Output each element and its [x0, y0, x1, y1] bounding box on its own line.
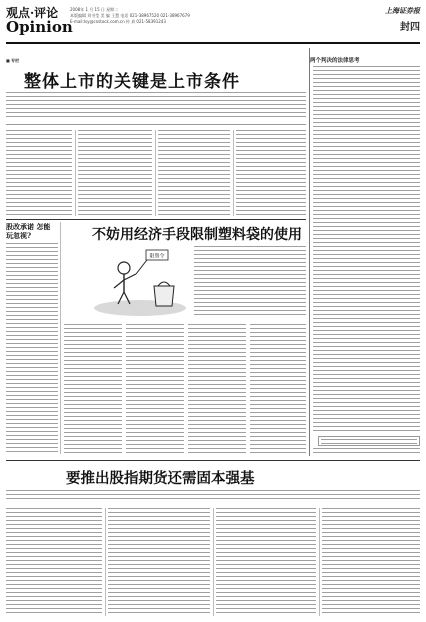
bottom-deck — [6, 490, 420, 502]
section-title: 观点·评论 — [6, 6, 59, 20]
column-rule — [213, 508, 214, 616]
contact-line: E-mail:lsy@cnstock.com.cn 传 真 021-58391243 — [70, 19, 166, 24]
section-divider — [6, 460, 420, 461]
column-rule — [105, 508, 106, 616]
masthead-rule — [6, 42, 420, 44]
lead-divider — [6, 124, 306, 125]
info-box — [318, 436, 420, 446]
lead-column-4 — [236, 130, 306, 216]
bottom-headline: 要推出股指期货还需固本强基 — [66, 470, 255, 487]
bottom-column-4 — [322, 508, 420, 616]
column-rule — [60, 222, 61, 454]
cartoon-illustration — [90, 246, 190, 318]
column-rule — [155, 130, 156, 216]
right-column-headline: 两个判决的法律思考 — [310, 58, 360, 64]
side-column-text — [6, 243, 58, 453]
page-number: 封四 — [400, 22, 420, 33]
lead-column-3 — [158, 130, 230, 216]
feature-column-1 — [64, 324, 122, 454]
right-footer-text — [313, 448, 420, 454]
feature-column-3 — [188, 324, 246, 454]
feature-column-top — [194, 246, 306, 318]
lead-deck — [6, 92, 306, 120]
lead-label: ■ 专栏 — [6, 58, 20, 63]
section-title-en: Opinion — [6, 18, 73, 36]
section-divider — [6, 219, 306, 220]
issue-date: 2008年 1 月 15 日 星期二 — [70, 7, 119, 12]
right-column-rule — [309, 48, 310, 456]
lead-column-1 — [6, 130, 72, 216]
feature-column-4 — [250, 324, 306, 454]
masthead — [6, 4, 420, 42]
masthead-meta — [70, 7, 280, 25]
bottom-column-3 — [216, 508, 316, 616]
side-headline: 股改承诺 怎能玩忽视? — [6, 222, 51, 240]
cartoon-sign-text: 限塑令 — [149, 253, 165, 260]
paper-name: 上海证券报 — [385, 6, 420, 15]
bottom-column-1 — [6, 508, 102, 616]
lead-headline: 整体上市的关键是上市条件 — [24, 72, 240, 92]
column-rule — [233, 130, 234, 216]
column-rule — [319, 508, 320, 616]
right-column-text — [313, 66, 420, 434]
column-rule — [75, 130, 76, 216]
lead-column-2 — [78, 130, 152, 216]
feature-column-2 — [126, 324, 184, 454]
info-box-text — [321, 439, 417, 445]
bottom-column-2 — [108, 508, 210, 616]
feature-headline: 不妨用经济手段限制塑料袋的使用 — [92, 227, 302, 243]
editor-line: 本版编辑 刘书莹 美 编 王慧 电话 021-38967520 021-38967679 — [70, 13, 190, 18]
